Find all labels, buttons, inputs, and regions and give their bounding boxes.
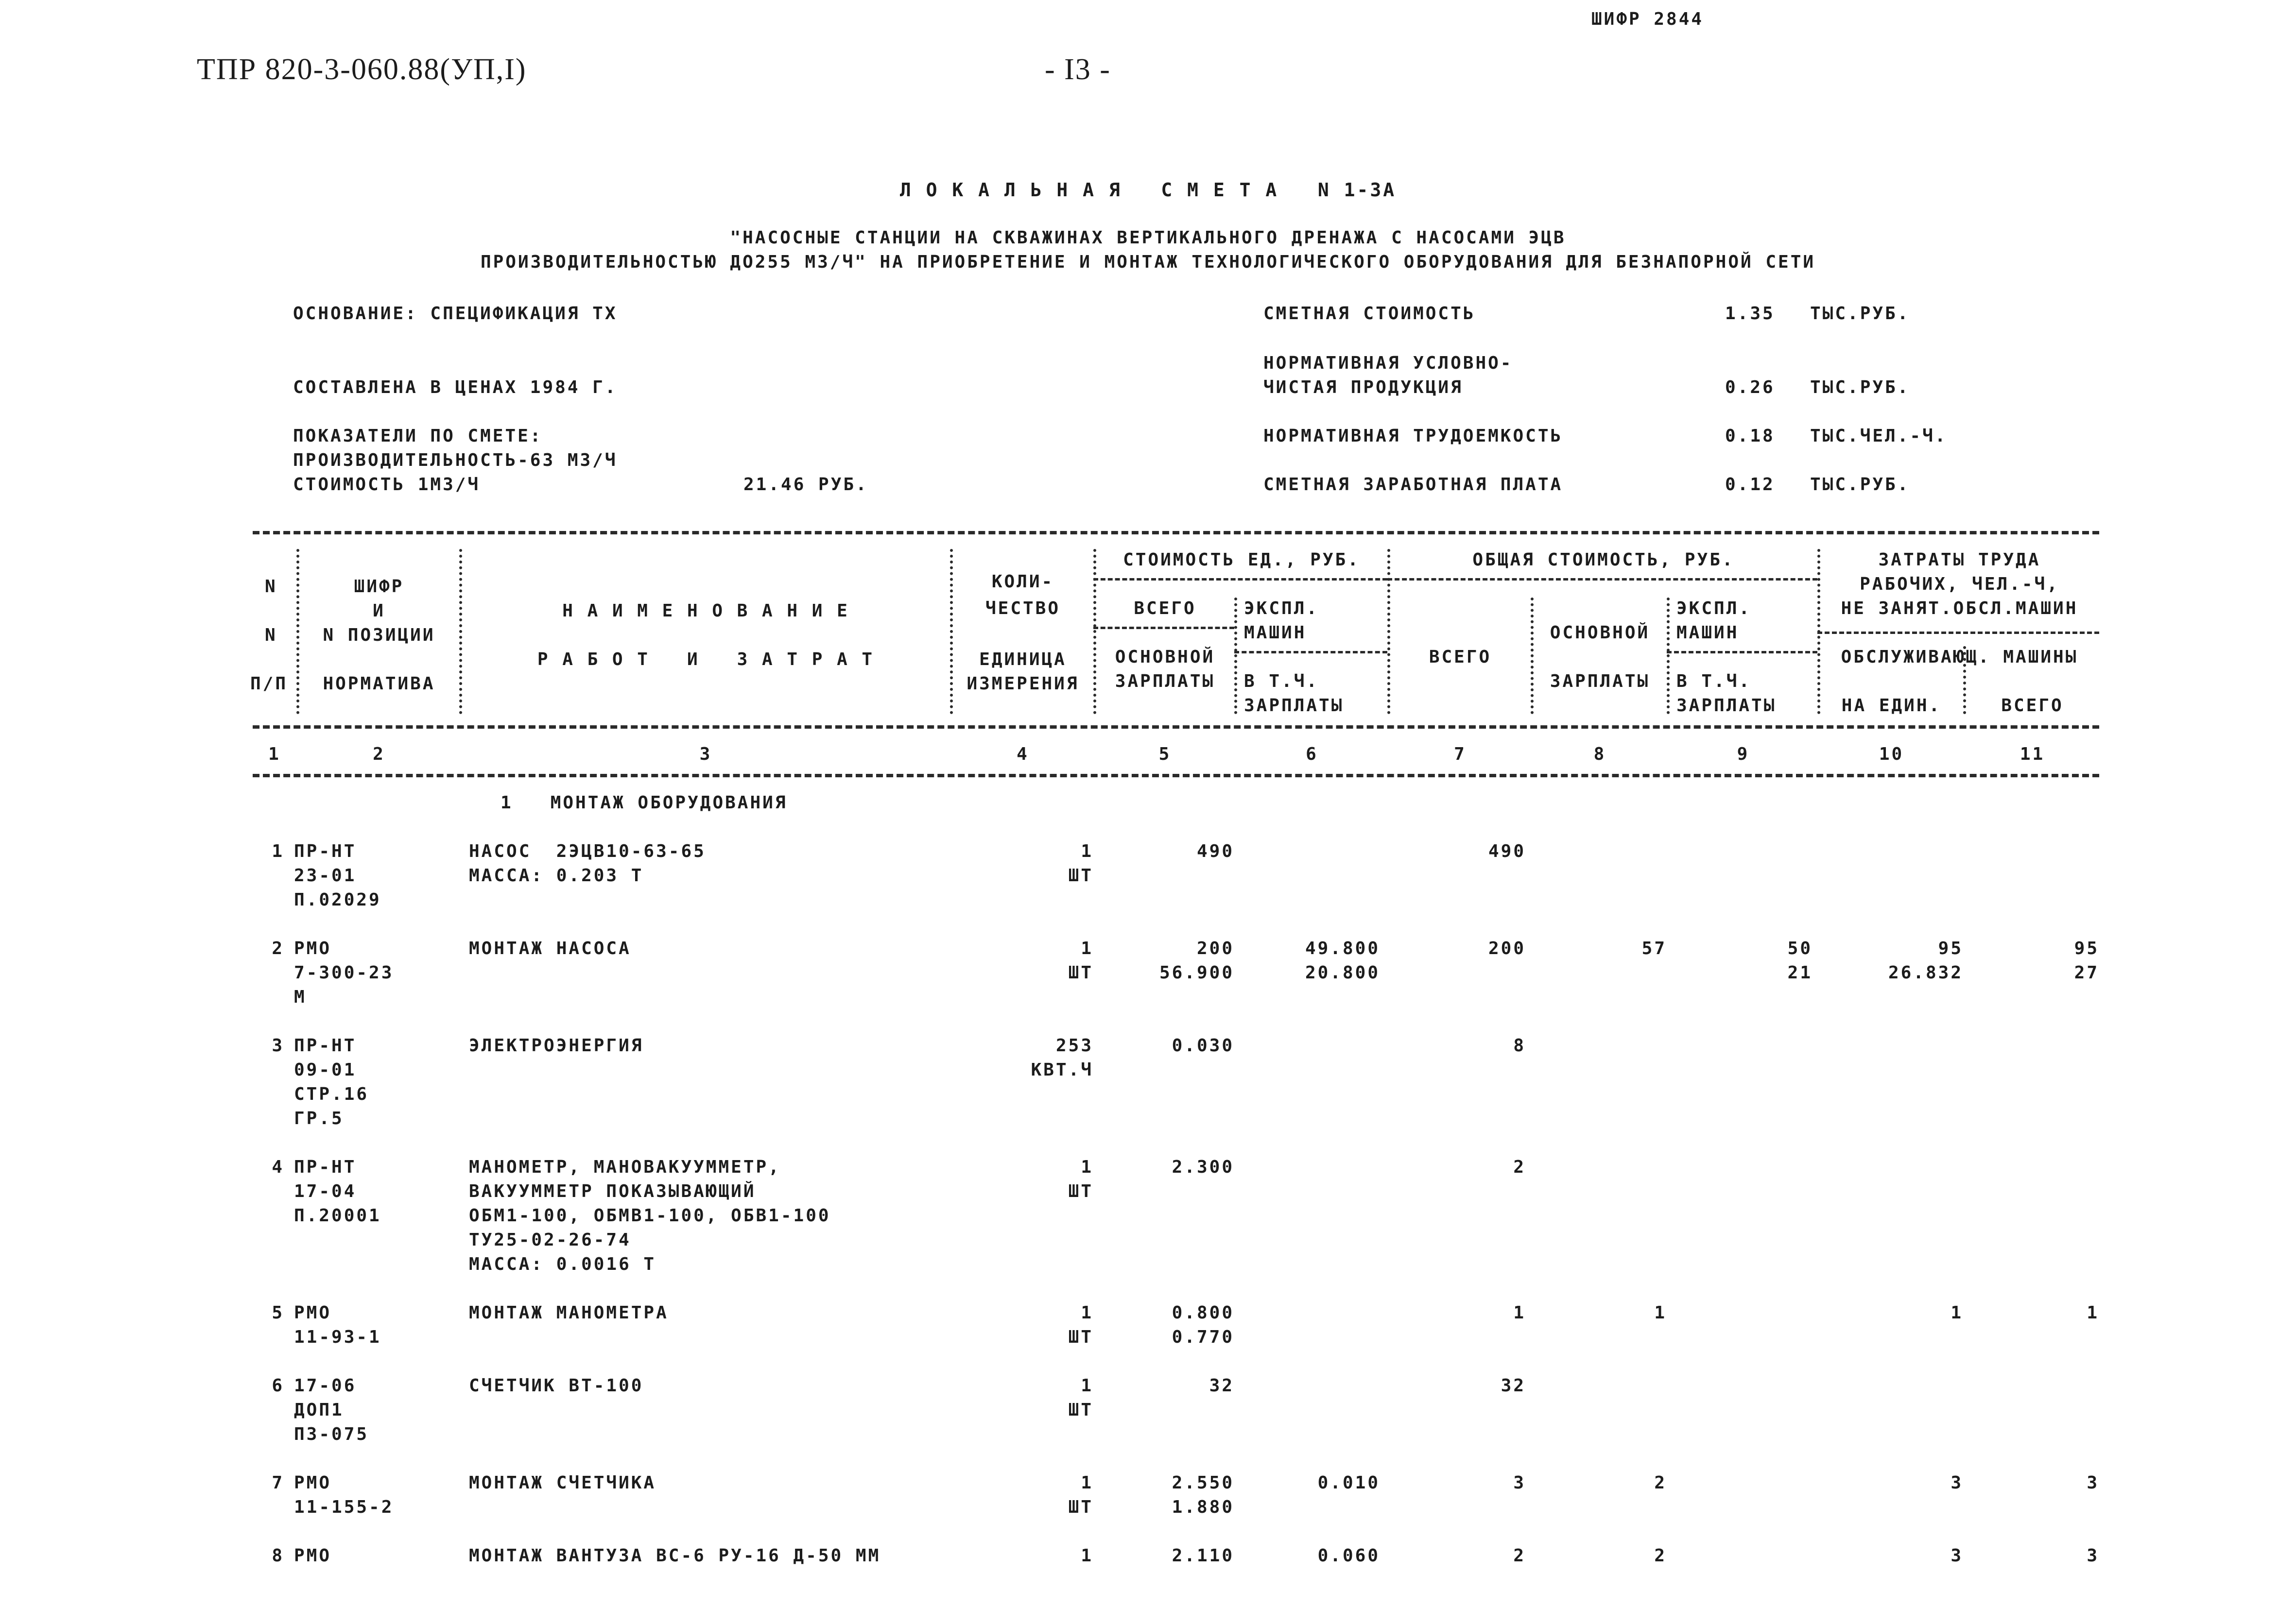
col4-head-3: ЕДИНИЦА: [979, 650, 1067, 669]
basis-text: ОСНОВАНИЕ: СПЕЦИФИКАЦИЯ ТХ: [293, 304, 618, 324]
row-norm-code: СТР.16: [294, 1084, 369, 1104]
estimated-cost-label: СМЕТНАЯ СТОИМОСТЬ: [1263, 304, 1476, 324]
row-norm-code: 09-01: [294, 1060, 357, 1080]
row-name-line: МОНТАЖ МАНОМЕТРА: [469, 1303, 669, 1323]
row-unit-machine-cost: 49.800: [1305, 939, 1380, 958]
row-norm-code: ГР.5: [294, 1109, 344, 1128]
row-norm-code: ПР-НТ: [294, 1157, 357, 1177]
col9-head-3: В Т.Ч.: [1676, 671, 1752, 691]
row-norm-code: ПР-НТ: [294, 1036, 357, 1056]
row-total-cost: 32: [1501, 1376, 1526, 1396]
row-total-wage: 2: [1654, 1546, 1667, 1566]
labor-intensity-unit: ТЫС.ЧЕЛ.-Ч.: [1810, 426, 1948, 446]
row-norm-code: ПР-НТ: [294, 841, 357, 861]
row-unit-cost-total: 490: [1196, 841, 1234, 861]
col6-head-1: ЭКСПЛ.: [1244, 598, 1319, 618]
labor-intensity-value: 0.18: [1725, 426, 1775, 446]
row-labor-service-total: 27: [2074, 963, 2099, 983]
row-unit-cost-total: 2.110: [1172, 1546, 1234, 1566]
table-top-rule: [253, 531, 2099, 534]
row-unit: КВТ.Ч: [1031, 1060, 1093, 1080]
col5-head-2: ОСНОВНОЙ: [1115, 647, 1215, 667]
row-labor-per-unit: 95: [1938, 939, 1963, 958]
row-quantity: 1: [1081, 1303, 1093, 1323]
row-unit-cost-total: 32: [1209, 1376, 1234, 1396]
row-name-line: МАССА: 0.0016 Т: [469, 1254, 656, 1274]
row-total-machine-wage: 21: [1787, 963, 1813, 983]
row-norm-code: 23-01: [294, 866, 357, 886]
wage-fund-label: СМЕТНАЯ ЗАРАБОТНАЯ ПЛАТА: [1263, 475, 1563, 495]
row-quantity: 1: [1081, 1473, 1093, 1493]
row-norm-code: ДОП1: [294, 1400, 344, 1420]
header-bottom-rule: [253, 725, 2099, 729]
col-number-3: 3: [699, 744, 712, 764]
indicators-title: ПОКАЗАТЕЛИ ПО СМЕТЕ:: [293, 426, 543, 446]
row-unit: ШТ: [1068, 1181, 1093, 1201]
row-norm-code: 11-155-2: [294, 1497, 394, 1517]
row-name-line: СЧЕТЧИК ВТ-100: [469, 1376, 644, 1396]
col2-head-3: N ПОЗИЦИИ: [323, 625, 435, 645]
col-number-8: 8: [1593, 744, 1606, 764]
col-number-10: 10: [1879, 744, 1904, 764]
row-labor-total: 95: [2074, 939, 2099, 958]
subtitle-line-2: ПРОИЗВОДИТЕЛЬНОСТЬЮ ДО255 М3/Ч" НА ПРИОБРЕТЕНИЕ И МОНТАЖ ТЕХНОЛОГИЧЕСКОГО ОБОРУДОВАНИЯ ДЛЯ БЕЗНАПОРНОЙ СЕТИ: [480, 252, 1816, 272]
col1-head-3: П/П: [250, 674, 288, 694]
col2-head-2: И: [373, 601, 385, 621]
row-norm-code: РМО: [294, 1546, 332, 1566]
row-labor-per-unit: 3: [1951, 1473, 1963, 1493]
net-product-value: 0.26: [1725, 377, 1775, 397]
col7-head: ВСЕГО: [1429, 647, 1492, 667]
wage-fund-value: 0.12: [1725, 475, 1775, 495]
row-total-wage: 1: [1654, 1303, 1667, 1323]
row-norm-code: РМО: [294, 1303, 332, 1323]
row-norm-code: П3-075: [294, 1424, 369, 1444]
row-labor-total: 3: [2087, 1473, 2099, 1493]
col-number-7: 7: [1454, 744, 1467, 764]
row-unit-machine-cost: 0.010: [1317, 1473, 1380, 1493]
net-product-label-2: ЧИСТАЯ ПРОДУКЦИЯ: [1263, 377, 1463, 397]
col4-head-2: ЧЕСТВО: [985, 598, 1061, 618]
row-unit-machine-cost: 0.060: [1317, 1546, 1380, 1566]
row-unit: ШТ: [1068, 963, 1093, 983]
row-quantity: 1: [1081, 939, 1093, 958]
row-norm-code: М: [294, 987, 307, 1007]
row-unit-cost-total: 2.300: [1172, 1157, 1234, 1177]
row-name-line: МОНТАЖ НАСОСА: [469, 939, 631, 958]
col9-head-1: ЭКСПЛ.: [1676, 598, 1752, 618]
row-unit-machine-wage: 20.800: [1305, 963, 1380, 983]
cost-per-m3-label: СТОИМОСТЬ 1М3/Ч: [293, 475, 481, 495]
col2-head-4: НОРМАТИВА: [323, 674, 435, 694]
row-name-line: МОНТАЖ СЧЕТЧИКА: [469, 1473, 656, 1493]
prices-text: СОСТАВЛЕНА В ЦЕНАХ 1984 Г.: [293, 377, 618, 397]
row-norm-code: 17-04: [294, 1181, 357, 1201]
row-unit-cost-wage: 0.770: [1172, 1327, 1234, 1347]
row-total-cost: 8: [1513, 1036, 1526, 1056]
col4-head-1: КОЛИ-: [991, 572, 1054, 592]
row-total-cost: 1: [1513, 1303, 1526, 1323]
row-labor-per-unit: 3: [1951, 1546, 1963, 1566]
labor-intensity-label: НОРМАТИВНАЯ ТРУДОЕМКОСТЬ: [1263, 426, 1563, 446]
row-unit-cost-wage: 56.900: [1159, 963, 1234, 983]
row-quantity: 1: [1081, 1376, 1093, 1396]
row-name-line: ОБМ1-100, ОБМВ1-100, ОБВ1-100: [469, 1206, 831, 1226]
row-total-wage: 2: [1654, 1473, 1667, 1493]
row-name-line: НАСОС 2ЭЦВ10-63-65: [469, 841, 706, 861]
row-number: 3: [272, 1036, 284, 1056]
row-name-line: МОНТАЖ ВАНТУЗА ВС-6 РУ-16 Д-50 ММ: [469, 1546, 881, 1566]
section-title: 1 МОНТАЖ ОБОРУДОВАНИЯ: [501, 793, 788, 813]
col9-head-2: МАШИН: [1676, 623, 1739, 643]
row-number: 8: [272, 1546, 284, 1566]
row-norm-code: 7-300-23: [294, 963, 394, 983]
labor-group-head-1: ЗАТРАТЫ ТРУДА: [1878, 550, 2041, 570]
row-labor-service-per-unit: 26.832: [1888, 963, 1963, 983]
col6-head-3: В Т.Ч.: [1244, 671, 1319, 691]
labor-group-head-3: НЕ ЗАНЯТ.ОБСЛ.МАШИН: [1841, 598, 2078, 618]
estimated-cost-value: 1.35: [1725, 304, 1775, 324]
col9-head-4: ЗАРПЛАТЫ: [1676, 696, 1777, 716]
col5-head-1: ВСЕГО: [1134, 598, 1196, 618]
row-quantity: 253: [1055, 1036, 1093, 1056]
col-number-2: 2: [373, 744, 385, 764]
col8-head-2: ЗАРПЛАТЫ: [1550, 671, 1650, 691]
row-number: 5: [272, 1303, 284, 1323]
labor-group-head-2: РАБОЧИХ, ЧЕЛ.-Ч,: [1860, 574, 2059, 594]
row-unit-cost-total: 0.030: [1172, 1036, 1234, 1056]
row-quantity: 1: [1081, 1546, 1093, 1566]
row-norm-code: П.20001: [294, 1206, 381, 1226]
page-number: - I3 -: [1045, 53, 1111, 86]
net-product-unit: ТЫС.РУБ.: [1810, 377, 1910, 397]
row-number: 2: [272, 939, 284, 958]
total-cost-group-head: ОБЩАЯ СТОИМОСТЬ, РУБ.: [1472, 550, 1735, 570]
row-total-wage: 57: [1641, 939, 1667, 958]
col1-head-1: N: [265, 577, 277, 597]
row-norm-code: 17-06: [294, 1376, 357, 1396]
number-row-rule: [253, 774, 2099, 777]
row-total-cost: 200: [1488, 939, 1526, 958]
row-norm-code: РМО: [294, 939, 332, 958]
row-unit-cost-wage: 1.880: [1172, 1497, 1234, 1517]
col2-head-1: ШИФР: [354, 577, 404, 597]
col4-head-4: ИЗМЕРЕНИЯ: [967, 674, 1079, 694]
net-product-label-1: НОРМАТИВНАЯ УСЛОВНО-: [1263, 353, 1513, 373]
col3-head-1: Н А И М Е Н О В А Н И Е: [562, 601, 849, 621]
col6-head-4: ЗАРПЛАТЫ: [1244, 696, 1344, 716]
subtitle-line-1: "НАСОСНЫЕ СТАНЦИИ НА СКВАЖИНАХ ВЕРТИКАЛЬНОГО ДРЕНАЖА С НАСОСАМИ ЭЦВ: [730, 228, 1566, 248]
cost-per-m3-value: 21.46 РУБ.: [743, 475, 868, 495]
productivity-text: ПРОИЗВОДИТЕЛЬНОСТЬ-63 М3/Ч: [293, 450, 618, 470]
row-number: 4: [272, 1157, 284, 1177]
row-total-machine-cost: 50: [1787, 939, 1813, 958]
col8-head-1: ОСНОВНОЙ: [1550, 623, 1650, 643]
row-name-line: МАССА: 0.203 Т: [469, 866, 644, 886]
row-norm-code: 11-93-1: [294, 1327, 381, 1347]
row-total-cost: 2: [1513, 1157, 1526, 1177]
row-unit: ШТ: [1068, 866, 1093, 886]
row-unit: ШТ: [1068, 1400, 1093, 1420]
row-number: 6: [272, 1376, 284, 1396]
row-norm-code: РМО: [294, 1473, 332, 1493]
col-number-5: 5: [1158, 744, 1172, 764]
labor-group-head-4: ОБСЛУЖИВАЮЩ. МАШИНЫ: [1841, 647, 2078, 667]
row-name-line: МАНОМЕТР, МАНОВАКУУММЕТР,: [469, 1157, 781, 1177]
col-number-6: 6: [1306, 744, 1318, 764]
col3-head-2: Р А Б О Т И З А Т Р А Т: [537, 650, 875, 669]
row-total-cost: 3: [1513, 1473, 1526, 1493]
row-unit: ШТ: [1068, 1497, 1093, 1517]
col-number-4: 4: [1017, 744, 1029, 764]
row-number: 7: [272, 1473, 284, 1493]
row-unit-cost-total: 2.550: [1172, 1473, 1234, 1493]
col11-head: ВСЕГО: [2001, 696, 2064, 716]
estimated-cost-unit: ТЫС.РУБ.: [1810, 304, 1910, 324]
document-id: ТПР 820-3-060.88(УП,I): [197, 53, 527, 86]
row-labor-per-unit: 1: [1951, 1303, 1963, 1323]
col-number-1: 1: [268, 744, 281, 764]
row-number: 1: [272, 841, 284, 861]
row-name-line: ТУ25-02-26-74: [469, 1230, 631, 1250]
col10-head: НА ЕДИН.: [1841, 696, 1942, 716]
row-quantity: 1: [1081, 841, 1093, 861]
unit-cost-group-head: СТОИМОСТЬ ЕД., РУБ.: [1123, 550, 1360, 570]
cipher-code: ШИФР 2844: [1591, 9, 1704, 29]
estimate-title: Л О К А Л Ь Н А Я С М Е Т А N 1-3А: [899, 179, 1397, 201]
row-name-line: ВАКУУММЕТР ПОКАЗЫВАЮЩИЙ: [469, 1181, 756, 1201]
row-unit: ШТ: [1068, 1327, 1093, 1347]
col5-head-3: ЗАРПЛАТЫ: [1115, 671, 1215, 691]
row-labor-total: 1: [2087, 1303, 2099, 1323]
row-quantity: 1: [1081, 1157, 1093, 1177]
col-number-9: 9: [1737, 744, 1750, 764]
row-total-cost: 490: [1488, 841, 1526, 861]
row-unit-cost-total: 200: [1196, 939, 1234, 958]
row-unit-cost-total: 0.800: [1172, 1303, 1234, 1323]
col1-head-2: N: [265, 625, 277, 645]
col6-head-2: МАШИН: [1244, 623, 1307, 643]
row-name-line: ЭЛЕКТРОЭНЕРГИЯ: [469, 1036, 644, 1056]
col-number-11: 11: [2020, 744, 2045, 764]
row-total-cost: 2: [1513, 1546, 1526, 1566]
row-norm-code: П.02029: [294, 890, 381, 910]
row-labor-total: 3: [2087, 1546, 2099, 1566]
wage-fund-unit: ТЫС.РУБ.: [1810, 475, 1910, 495]
